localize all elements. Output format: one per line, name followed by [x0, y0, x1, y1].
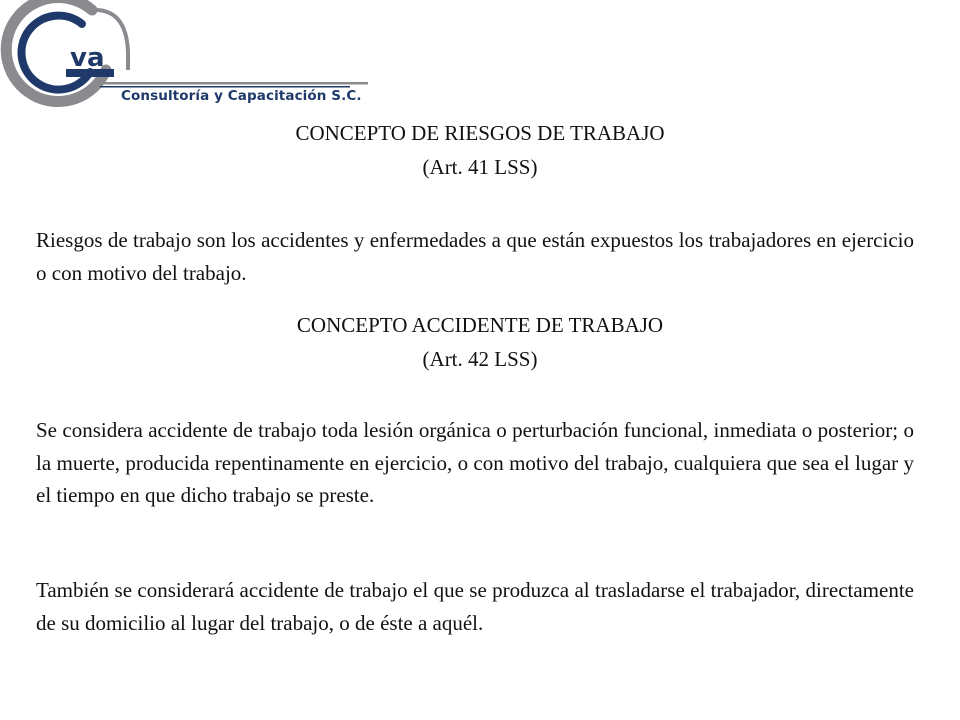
- section-title: CONCEPTO DE RIESGOS DE TRABAJO: [295, 121, 665, 145]
- section-title: CONCEPTO ACCIDENTE DE TRABAJO: [296, 313, 664, 337]
- paragraph-accidente-definition: Se considera accidente de trabajo toda lesión orgánica o perturbación funcional, inmediata o posterior; o la muerte, producida repentinamente en ejercicio, o con motivo del trabajo, cualquiera que sea el lugar y el tiempo en que dicho trabajo se preste.: [36, 418, 914, 507]
- section-heading-accidente: [0, 308, 960, 376]
- paragraph-riesgos-definition: Riesgos de trabajo son los accidentes y enfermedades a que están expuestos los trabajadores en ejercicio o con motivo del trabajo.: [36, 228, 914, 285]
- logo-rule-gray: [100, 82, 368, 85]
- company-logo: [0, 0, 380, 115]
- logo-tagline: Consultoría y Capacitación S.C.: [121, 88, 362, 104]
- section-heading-riesgos: [0, 116, 960, 184]
- section-reference: (Art. 42 LSS): [422, 347, 538, 371]
- logo-initials: va: [70, 43, 105, 73]
- paragraph-accidente-traslado: También se considerará accidente de trabajo el que se produzca al trasladarse el trabajador, directamente de su domicilio al lugar del trabajo, o de éste a aquél.: [36, 578, 914, 635]
- section-reference: (Art. 41 LSS): [422, 155, 538, 179]
